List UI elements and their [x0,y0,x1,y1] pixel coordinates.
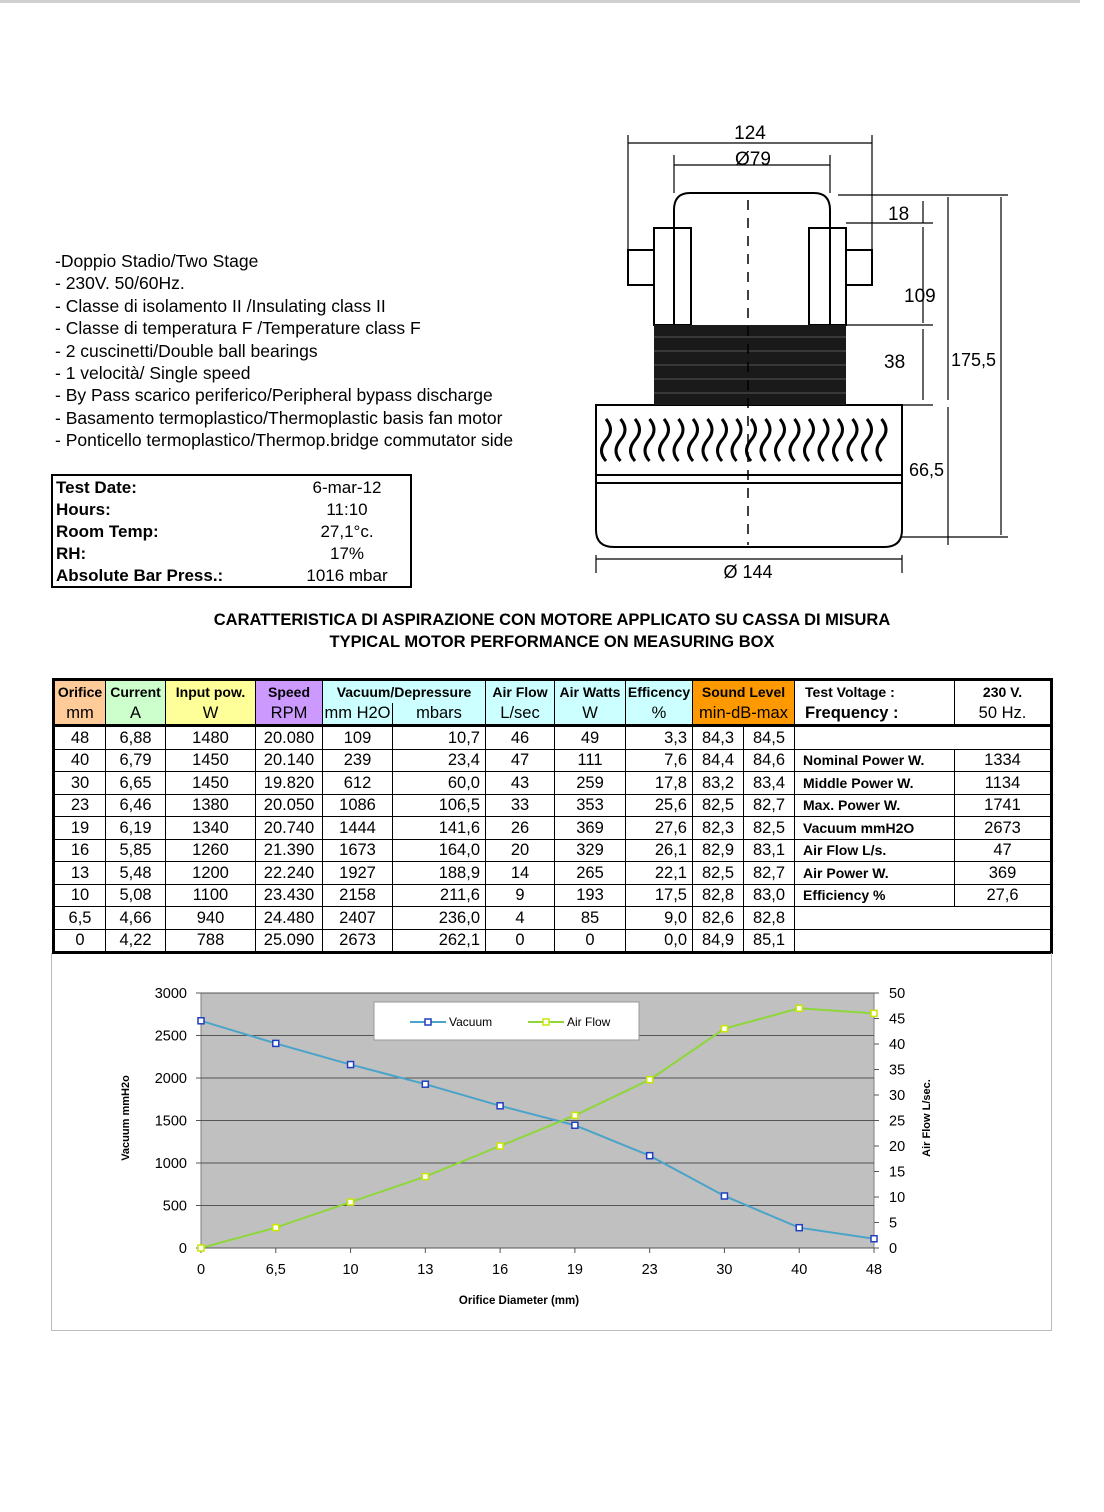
table-cell: 83,4 [744,772,795,795]
summary-value: 1134 [955,772,1052,795]
data-point [721,1193,727,1199]
summary-value: 369 [955,862,1052,885]
dim-38: 38 [884,352,906,373]
table-cell: 4,22 [106,929,166,953]
table-cell: 46 [486,726,555,750]
x-tick-label: 10 [342,1262,359,1278]
table-cell: 1450 [166,749,256,772]
x-tick-label: 0 [196,1262,206,1278]
table-cell: 85,1 [744,929,795,953]
table-cell: 23 [54,794,106,817]
summary-empty [795,726,955,750]
test-info-label: Absolute Bar Press.: [56,565,224,585]
summary-label: Efficiency % [795,884,955,907]
data-point [796,1225,802,1231]
table-cell: 6,79 [106,749,166,772]
table-cell: 1480 [166,726,256,750]
y2-tick-label: 50 [889,986,906,1002]
data-point [422,1174,428,1180]
table-cell: 5,08 [106,884,166,907]
table-cell: 24.480 [256,907,323,930]
table-cell: 1340 [166,817,256,840]
table-cell: 6,19 [106,817,166,840]
test-info-row [52,475,411,498]
table-cell: 19.820 [256,772,323,795]
table-cell: 106,5 [393,794,486,817]
table-cell: 20 [486,839,555,862]
data-point [572,1122,578,1128]
table-cell: 1927 [323,862,393,885]
data-point [198,1018,204,1024]
table-cell: 4 [486,907,555,930]
y2-tick-label: 45 [889,1011,906,1028]
table-header-row [54,680,1052,703]
table-cell: 109 [323,726,393,750]
table-cell: 265 [555,862,626,885]
table-cell: 17,5 [626,884,693,907]
y2-tick-label: 15 [889,1164,906,1181]
table-cell: 27,6 [626,817,693,840]
table-cell: 329 [555,839,626,862]
table-row [54,884,1052,907]
table-cell: 82,9 [693,839,744,862]
table-cell: 82,5 [744,817,795,840]
table-cell: 141,6 [393,817,486,840]
spec-item: - By Pass scarico periferico/Peripheral bypass discharge [55,385,493,406]
table-cell: 22.240 [256,862,323,885]
table-units-row [54,703,1052,726]
col-unit: RPM [256,703,323,726]
y2-tick-label: 25 [889,1113,906,1130]
legend-label: Air Flow [567,1015,611,1029]
table-cell: 82,5 [693,862,744,885]
test-info-row [52,498,411,520]
test-info-value: 6-mar-12 [312,477,382,497]
table-cell: 13 [54,862,106,885]
performance-chart [51,953,1050,1330]
y2-axis-ticks [889,986,905,1257]
data-point [647,1077,653,1083]
table-cell: 82,6 [693,907,744,930]
test-info-label: Hours: [56,499,111,519]
data-point [198,1245,204,1251]
table-cell: 16 [54,839,106,862]
table-cell: 612 [323,772,393,795]
table-cell: 84,6 [744,749,795,772]
y2-tick-label: 40 [889,1037,906,1053]
y-axis-ticks [155,986,187,1257]
table-cell: 940 [166,907,256,930]
data-point [348,1062,354,1068]
col-header: Sound Level [693,680,795,703]
table-cell: 10 [54,884,106,907]
spec-item: - Ponticello termoplastico/Thermop.bridge commutator side [55,430,514,451]
summary-value: 1334 [955,749,1052,772]
x-tick-label: 6,5 [265,1262,286,1278]
table-cell: 0,0 [626,929,693,953]
table-row [54,726,1052,750]
table-cell: 5,48 [106,862,166,885]
x-tick-label: 19 [566,1262,583,1278]
test-info-value: 11:10 [326,499,368,519]
table-cell: 83,0 [744,884,795,907]
spec-item: - Classe di isolamento II /Insulating class II [55,295,386,316]
col-unit: % [626,703,693,726]
table-row [54,929,1052,953]
spec-item: -Doppio Stadio/Two Stage [55,251,259,271]
table-cell: 262,1 [393,929,486,953]
table-row [54,794,1052,817]
col-unit: A [106,703,166,726]
table-cell: 26,1 [626,839,693,862]
table-cell: 84,4 [693,749,744,772]
y2-tick-label: 0 [889,1241,898,1257]
test-voltage-value: 230 V. [955,680,1052,703]
test-info-value: 27,1°c. [320,521,374,541]
data-point [871,1010,877,1016]
y2-axis-label: Air Flow L/sec. [921,1079,933,1157]
frequency-value: 50 Hz. [955,703,1052,726]
table-row [54,862,1052,885]
test-info-row [52,520,411,542]
col-unit: L/sec [486,703,555,726]
summary-empty [955,726,1052,750]
col-header: Current [106,680,166,703]
table-cell: 788 [166,929,256,953]
y-tick-label: 3000 [154,986,187,1002]
table-cell: 17,8 [626,772,693,795]
x-tick-label: 40 [791,1262,808,1278]
table-cell: 82,3 [693,817,744,840]
data-point [796,1005,802,1011]
table-cell: 2407 [323,907,393,930]
table-cell: 20.080 [256,726,323,750]
table-cell: 193 [555,884,626,907]
summary-empty [795,929,955,953]
summary-value: 47 [955,839,1052,862]
table-cell: 164,0 [393,839,486,862]
spec-item: - Basamento termoplastico/Thermoplastic basis fan motor [55,407,503,428]
table-cell: 82,7 [744,862,795,885]
data-point [871,1236,877,1242]
summary-label: Max. Power W. [795,794,955,817]
test-info-value: 17% [329,543,365,563]
table-cell: 82,8 [693,884,744,907]
dim-175: 175,5 [951,350,997,370]
table-cell: 353 [555,794,626,817]
col-header: Air Watts [555,680,626,703]
performance-title-en: TYPICAL MOTOR PERFORMANCE ON MEASURING BOX [329,633,775,651]
table-cell: 84,3 [693,726,744,750]
x-tick-label: 16 [492,1262,509,1278]
col-unit: mm H2O [323,703,393,726]
table-cell: 33 [486,794,555,817]
summary-label: Vacuum mmH2O [795,817,955,840]
data-point [647,1153,653,1159]
test-info-table [51,474,412,588]
table-cell: 47 [486,749,555,772]
table-cell: 25,6 [626,794,693,817]
col-unit: mm [54,703,106,726]
y-tick-label: 1500 [154,1113,187,1130]
table-cell: 49 [555,726,626,750]
table-cell: 0 [555,929,626,953]
x-tick-label: 13 [417,1262,434,1278]
dim-dia-base: Ø 144 [723,562,773,582]
col-header: Efficency [626,680,693,703]
summary-label: Air Power W. [795,862,955,885]
y2-tick-label: 20 [889,1139,906,1155]
col-unit: min-dB-max [693,703,795,726]
table-cell: 7,6 [626,749,693,772]
table-cell: 82,8 [744,907,795,930]
table-cell: 85 [555,907,626,930]
y2-tick-label: 10 [889,1190,906,1206]
data-point [721,1026,727,1032]
table-cell: 10,7 [393,726,486,750]
table-cell: 26 [486,817,555,840]
motor-dimension-drawing [588,115,997,585]
table-cell: 259 [555,772,626,795]
table-cell: 111 [555,749,626,772]
x-axis-ticks [197,1262,882,1278]
table-cell: 0 [54,929,106,953]
summary-empty [955,929,1052,953]
table-cell: 48 [54,726,106,750]
data-point [572,1112,578,1118]
table-cell: 23,4 [393,749,486,772]
table-cell: 82,7 [744,794,795,817]
table-cell: 6,5 [54,907,106,930]
table-cell: 236,0 [393,907,486,930]
table-row [54,839,1052,862]
spec-item: - 1 velocità/ Single speed [55,363,251,384]
table-row [54,749,1052,772]
dim-66: 66,5 [909,460,945,480]
data-point [348,1199,354,1205]
x-tick-label: 30 [716,1262,733,1278]
data-point [422,1081,428,1087]
table-cell: 82,5 [693,794,744,817]
table-cell: 2673 [323,929,393,953]
col-header: Air Flow [486,680,555,703]
table-cell: 84,9 [693,929,744,953]
col-unit: mbars [393,703,486,726]
test-info-row [52,564,411,587]
spec-list [55,250,513,452]
summary-value: 1741 [955,794,1052,817]
legend-marker [543,1019,549,1025]
top-border [0,0,1080,3]
spec-item: - Classe di temperatura F /Temperature class F [55,318,421,339]
table-row [54,772,1052,795]
table-cell: 0 [486,929,555,953]
test-info-label: RH: [56,543,87,563]
dim-109: 109 [904,286,936,307]
summary-label: Nominal Power W. [795,749,955,772]
table-cell: 22,1 [626,862,693,885]
legend-label: Vacuum [449,1015,493,1029]
data-point [497,1143,503,1149]
table-cell: 239 [323,749,393,772]
test-info-value: 1016 mbar [306,565,388,585]
table-row [54,907,1052,930]
table-cell: 1380 [166,794,256,817]
table-cell: 20.050 [256,794,323,817]
summary-empty [795,907,955,930]
table-cell: 4,66 [106,907,166,930]
table-cell: 25.090 [256,929,323,953]
table-cell: 1673 [323,839,393,862]
spec-item: - 230V. 50/60Hz. [55,273,185,294]
table-cell: 20.740 [256,817,323,840]
y2-tick-label: 5 [889,1215,898,1232]
table-cell: 30 [54,772,106,795]
y-tick-label: 2000 [154,1071,187,1087]
table-cell: 369 [555,817,626,840]
table-cell: 83,1 [744,839,795,862]
summary-label: Air Flow L/s. [795,839,955,862]
table-cell: 83,2 [693,772,744,795]
table-cell: 1450 [166,772,256,795]
y-tick-label: 500 [162,1198,187,1215]
col-header: Speed [256,680,323,703]
x-tick-label: 48 [865,1262,883,1278]
data-point [273,1225,279,1231]
fan-vents [602,419,887,461]
table-cell: 60,0 [393,772,486,795]
summary-empty [955,907,1052,930]
table-cell: 3,3 [626,726,693,750]
x-axis-label: Orifice Diameter (mm) [458,1295,580,1307]
col-header: Input pow. [166,680,256,703]
table-cell: 1086 [323,794,393,817]
summary-label: Middle Power W. [795,772,955,795]
table-cell: 6,65 [106,772,166,795]
dim-width-top: 124 [734,123,766,144]
col-unit: W [166,703,256,726]
test-info-row [52,542,411,564]
table-cell: 1260 [166,839,256,862]
summary-value: 27,6 [955,884,1052,907]
table-cell: 211,6 [393,884,486,907]
table-cell: 20.140 [256,749,323,772]
summary-value: 2673 [955,817,1052,840]
legend-marker [425,1019,431,1025]
test-voltage-label: Test Voltage : [795,680,955,703]
y-tick-label: 0 [178,1241,187,1257]
data-point [497,1103,503,1109]
table-cell: 6,88 [106,726,166,750]
legend [374,1002,639,1040]
table-cell: 1200 [166,862,256,885]
table-cell: 19 [54,817,106,840]
table-cell: 23.430 [256,884,323,907]
col-unit: W [555,703,626,726]
table-cell: 14 [486,862,555,885]
table-cell: 9 [486,884,555,907]
y-tick-label: 2500 [154,1028,187,1045]
table-cell: 43 [486,772,555,795]
y2-tick-label: 30 [889,1088,906,1104]
y-tick-label: 1000 [154,1156,187,1172]
col-header: Orifice [54,680,106,703]
frequency-label: Frequency : [795,703,955,726]
dim-18: 18 [888,204,910,225]
table-cell: 6,46 [106,794,166,817]
y-axis-label: Vacuum mmH2o [120,1075,132,1161]
table-cell: 2158 [323,884,393,907]
table-cell: 9,0 [626,907,693,930]
dim-dia-top: Ø79 [735,149,771,170]
table-cell: 84,5 [744,726,795,750]
table-row [54,817,1052,840]
table-cell: 1100 [166,884,256,907]
table-cell: 1444 [323,817,393,840]
performance-table [52,678,1053,954]
col-header: Vacuum/Depressure [323,680,486,703]
test-info-label: Test Date: [56,477,137,497]
table-cell: 188,9 [393,862,486,885]
x-tick-label: 23 [641,1262,658,1278]
test-info-label: Room Temp: [56,521,159,541]
table-cell: 21.390 [256,839,323,862]
y2-tick-label: 35 [889,1062,906,1079]
table-cell: 40 [54,749,106,772]
performance-title-it: CARATTERISTICA DI ASPIRAZIONE CON MOTORE APPLICATO SU CASSA DI MISURA [213,611,891,629]
spec-item: - 2 cuscinetti/Double ball bearings [55,340,318,361]
table-cell: 5,85 [106,839,166,862]
data-point [273,1040,279,1046]
